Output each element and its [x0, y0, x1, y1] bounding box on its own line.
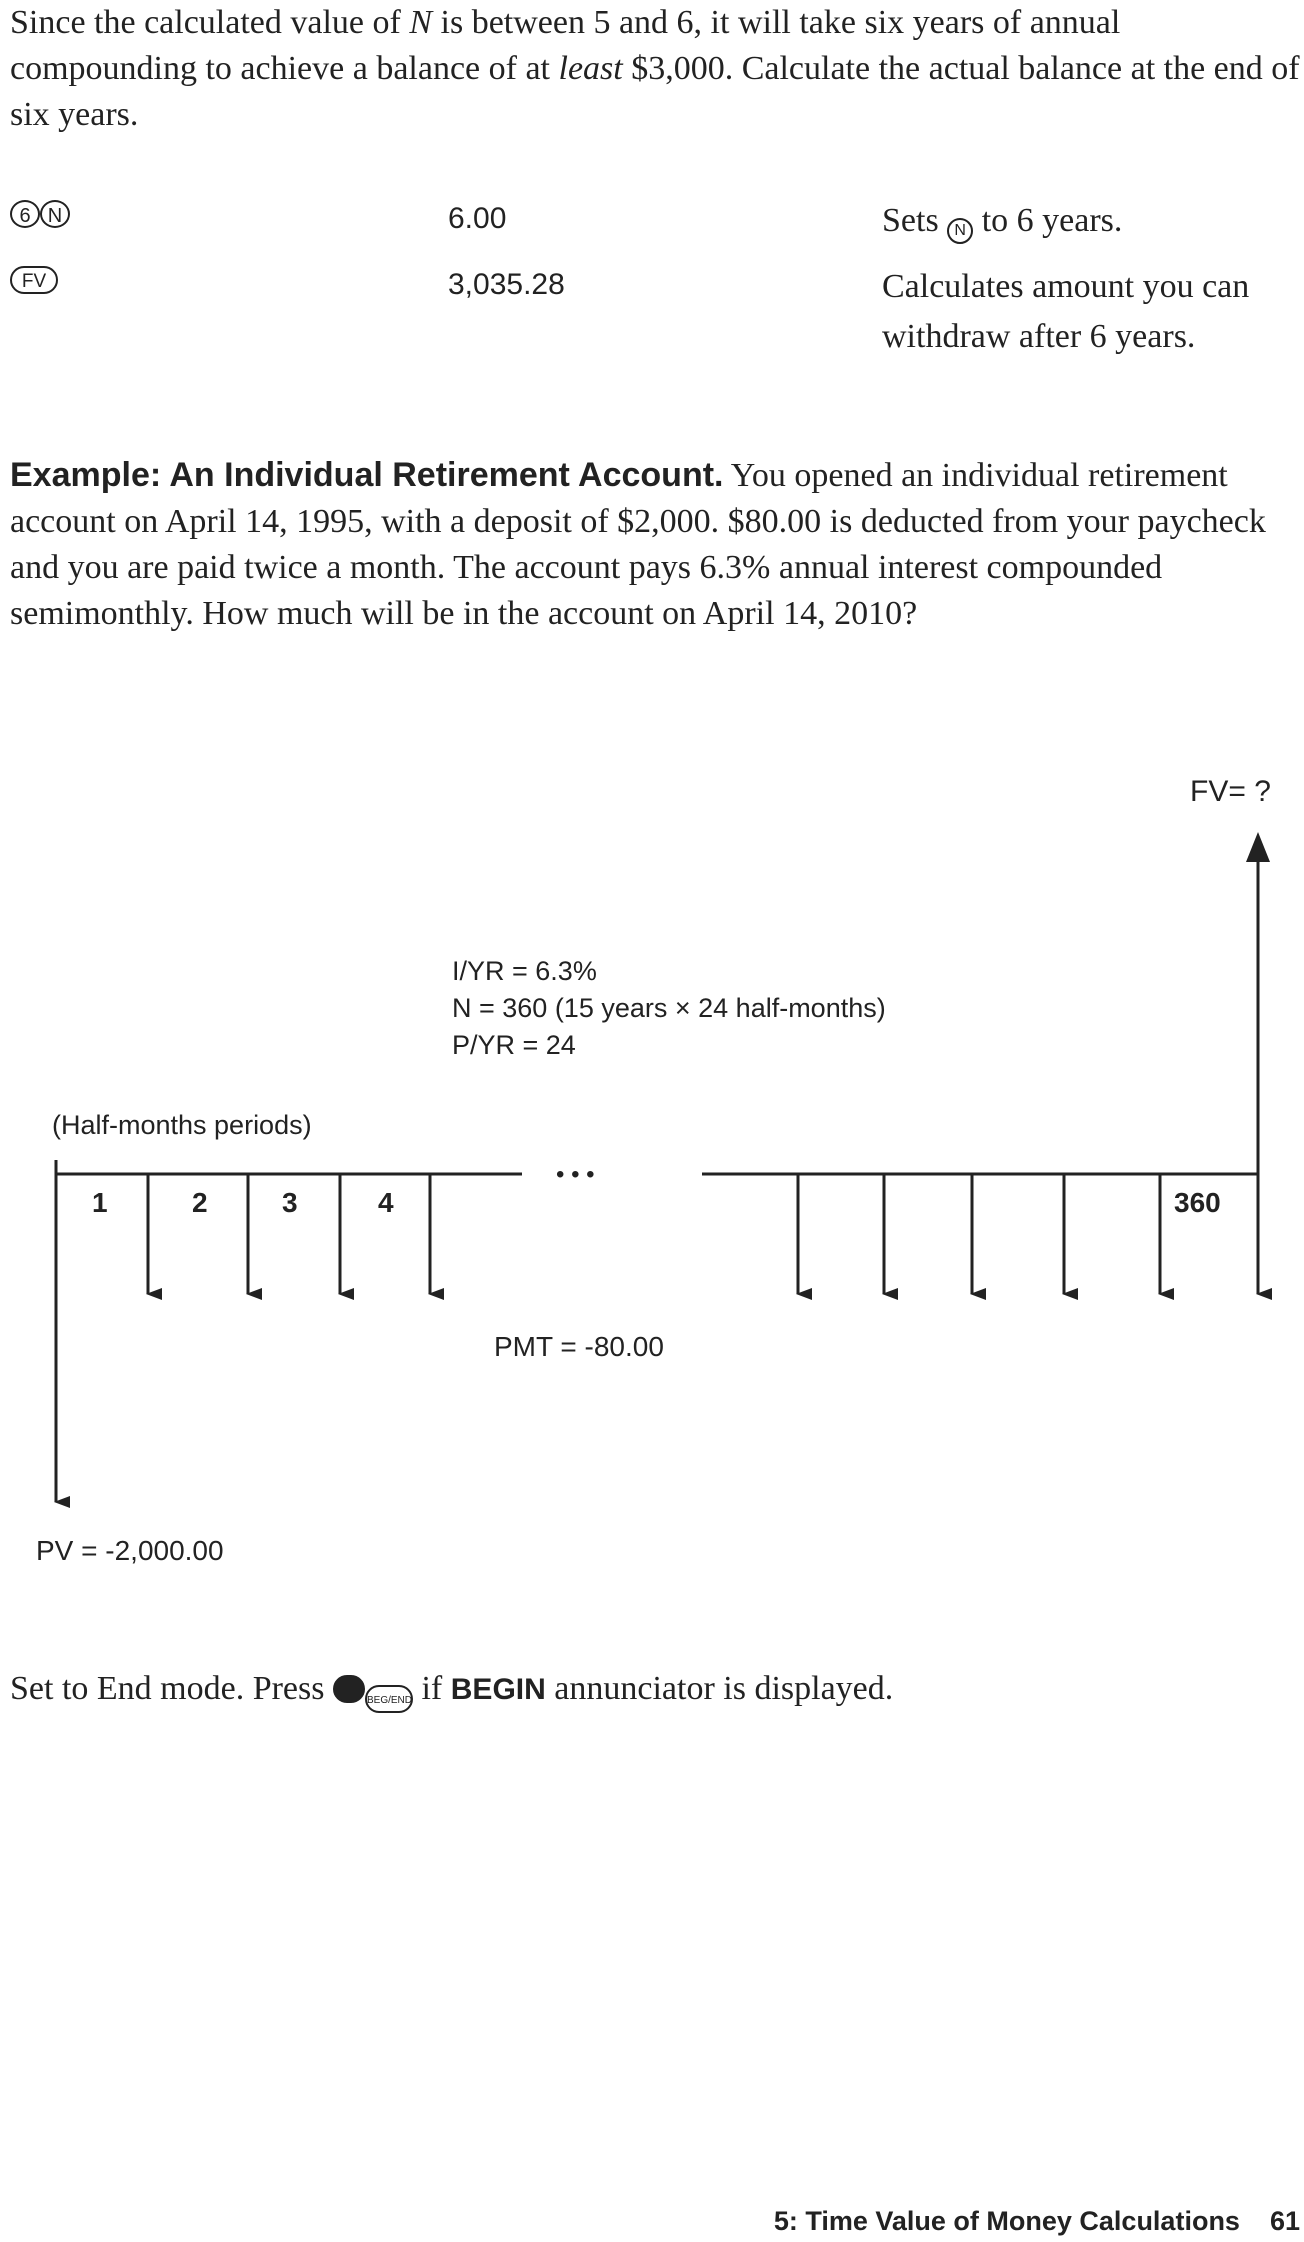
period-number-360: 360 [1174, 1187, 1221, 1218]
step-2-value: 3,035.28 [448, 268, 565, 301]
beg-end-key: BEG/END [365, 1685, 413, 1713]
step-1-keys [10, 200, 70, 228]
key-n-inline: N [947, 218, 973, 244]
example-body: You opened an individual retirement account on April 14, 1995, with a deposit of $2,000. $80.00 is deducted from your paycheck and you are paid twice a month. The account pays 6.3% annual interest compounded semimonthly. How much will be in the account on April 14, 2010? [10, 457, 1266, 632]
end-mode-text-3: annunciator is displayed. [545, 1670, 894, 1707]
period-number-4: 4 [378, 1187, 394, 1218]
key-fv: FV [10, 266, 58, 294]
page-number: 61 [1269, 2206, 1300, 2236]
fv-arrowhead [1246, 832, 1270, 862]
intro-text-2: is between 5 and 6, it will take six years of annual compounding to achieve a balance of at [10, 4, 1121, 87]
intro-text-3: $3,000. Calculate the actual balance at the end of six years. [10, 50, 1300, 133]
intro-paragraph [10, 0, 1300, 138]
fv-label: FV= ? [1190, 775, 1271, 808]
chapter-title: 5: Time Value of Money Calculations [773, 2206, 1240, 2236]
period-number-2: 2 [192, 1187, 208, 1218]
step-row-1 [10, 196, 1300, 256]
intro-n-italic: N [409, 4, 433, 41]
key-n: N [40, 200, 70, 228]
pv-label: PV = -2,000.00 [36, 1535, 224, 1566]
periods-label: (Half-months periods) [52, 1110, 312, 1140]
period-number-3: 3 [282, 1187, 298, 1218]
step-2-keys [10, 266, 58, 294]
page-footer [0, 2206, 1300, 2237]
begin-annunciator: BEGIN [450, 1673, 546, 1706]
intro-least-italic: least [558, 50, 623, 87]
timeline-ellipsis: • • • [556, 1161, 595, 1188]
step-2-desc: Calculates amount you can withdraw after 6 years. [882, 268, 1250, 355]
key-6: 6 [10, 200, 40, 228]
period-number-1: 1 [92, 1187, 108, 1218]
step-row-2 [10, 262, 1300, 422]
intro-text-1: Since the calculated value of [10, 4, 410, 41]
pmt-label: PMT = -80.00 [494, 1331, 664, 1362]
n-label: N = 360 (15 years × 24 half-months) [452, 993, 886, 1023]
example-heading: Example: An Individual Retirement Account. [10, 456, 724, 494]
end-mode-text-1: Set to End mode. Press [10, 1670, 333, 1707]
iyr-label: I/YR = 6.3% [452, 956, 597, 986]
example-paragraph [10, 452, 1300, 637]
end-mode-paragraph [10, 1666, 1300, 1713]
shift-key-icon [333, 1675, 365, 1703]
end-mode-text-2: if [412, 1670, 451, 1707]
pyr-label: P/YR = 24 [452, 1030, 576, 1060]
cash-flow-diagram [0, 760, 1304, 1590]
pmt-arrows [148, 1174, 1258, 1294]
step-1-desc: Sets N to 6 years. [882, 196, 1302, 246]
step-1-value: 6.00 [448, 202, 507, 235]
